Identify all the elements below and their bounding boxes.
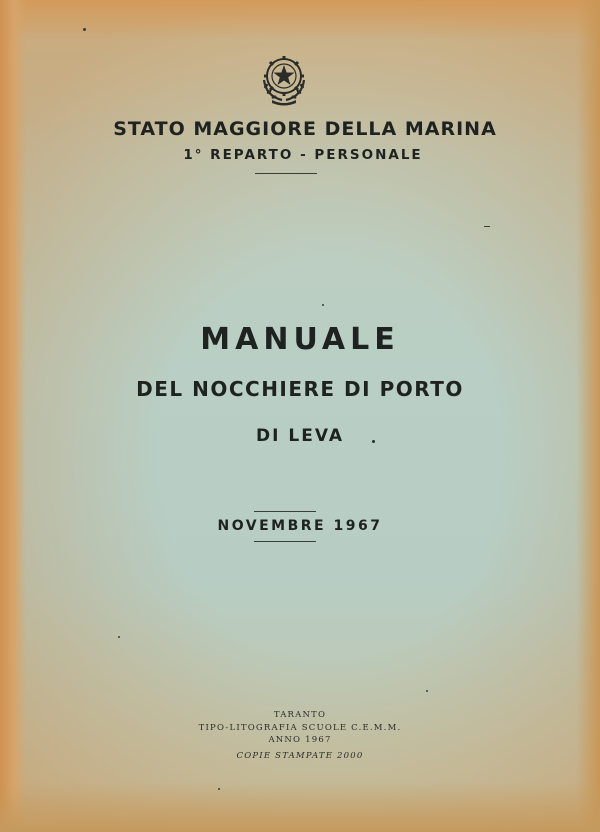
divider-rule [255,173,317,174]
department-heading: 1° REPARTO - PERSONALE [183,147,423,163]
divider-rule [254,511,316,512]
paper-speck [218,788,220,790]
paper-speck [426,690,428,692]
aged-edge-top [0,0,600,40]
aged-edge-bottom [0,782,600,832]
divider-rule [254,541,316,542]
paper-speck [322,304,324,306]
publication-date: NOVEMBRE 1967 [217,518,383,534]
page-title: MANUALE [200,322,400,357]
paper-speck [484,226,490,227]
imprint-year: ANNO 1967 [268,735,332,745]
paper-speck [83,28,86,31]
issuer-heading: STATO MAGGIORE DELLA MARINA [113,118,497,140]
imprint-copies: COPIE STAMPATE 2000 [236,751,364,761]
paper-speck [118,636,120,638]
ink-dot [372,440,375,443]
italian-republic-emblem-icon [258,50,310,106]
subtitle-line-1: DEL NOCCHIERE DI PORTO [136,377,464,401]
imprint-printer: TIPO-LITOGRAFIA SCUOLE C.E.M.M. [198,723,402,733]
imprint-city: TARANTO [273,710,327,720]
subtitle-line-2: DI LEVA [256,426,344,446]
